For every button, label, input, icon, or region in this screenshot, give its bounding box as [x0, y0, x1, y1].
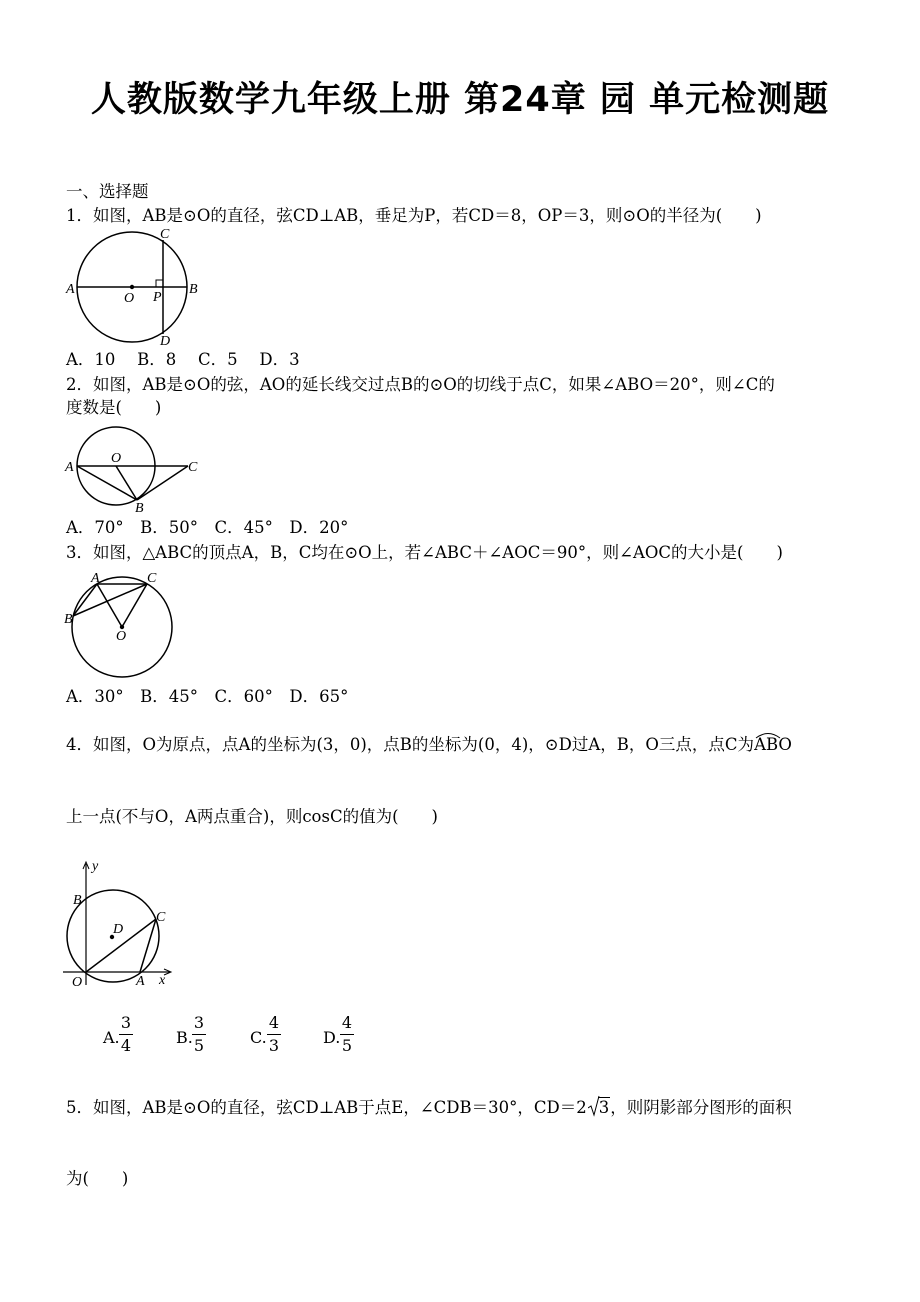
- q2-label-c: C: [188, 460, 198, 475]
- q5-radical-sign: [588, 1095, 600, 1117]
- q1-label-d: D: [160, 334, 171, 348]
- q1-text: 1．如图，AB是⊙O的直径，弦CD⊥AB，垂足为P，若CD＝8，OP＝3，则⊙O的半径为( ): [66, 206, 762, 225]
- q4-label-b: B: [73, 893, 82, 908]
- q4-option-b-num: 3: [193, 1013, 205, 1032]
- q5-text-part1: 5．如图，AB是⊙O的直径，弦CD⊥AB于点E，∠CDB＝30°，CD＝2: [66, 1098, 587, 1117]
- q5-sqrt-arg: 3: [598, 1098, 610, 1117]
- q4-option-c-letter: C.: [250, 1028, 267, 1047]
- q4-option-b-letter: B.: [176, 1028, 193, 1047]
- q5-text-line2: 为( ): [66, 1169, 129, 1188]
- q4-option-c-den: 3: [268, 1036, 280, 1055]
- q1-label-p: P: [153, 290, 162, 305]
- q5-text-line1: [66, 1097, 792, 1119]
- q2-label-b: B: [135, 501, 144, 514]
- q4-text-line1: [66, 734, 792, 756]
- q3-radius-oa: [97, 584, 122, 627]
- q4-option-a-num: 3: [120, 1013, 132, 1032]
- q4-option-b-den: 5: [193, 1036, 205, 1055]
- q2-label-o: O: [111, 451, 122, 466]
- q3-radius-oc: [122, 584, 147, 627]
- q1-options: A．10 B．8 C．5 D．3: [66, 350, 300, 369]
- q2-tangent-bc: [137, 466, 188, 500]
- q3-label-c: C: [147, 571, 157, 586]
- q4-label-o: O: [72, 975, 83, 990]
- q3-label-b: B: [64, 612, 73, 627]
- q4-text-line2: 上一点(不与O，A两点重合)，则cosC的值为( ): [66, 807, 438, 826]
- q5-sqrt: [588, 1097, 611, 1119]
- q2-text-line2: 度数是( ): [66, 398, 162, 417]
- q2-figure: [60, 422, 210, 514]
- q4-label-x: x: [159, 973, 166, 988]
- q1-label-c: C: [160, 227, 170, 242]
- q1-figure: [60, 226, 210, 348]
- q4-option-a-letter: A.: [103, 1028, 120, 1047]
- q5-text-part2: ，则阴影部分图形的面积: [610, 1098, 792, 1117]
- q4-option-d-num: 4: [341, 1013, 353, 1032]
- q4-arc-notation: [754, 735, 792, 754]
- q2-chord-ab: [77, 466, 137, 500]
- q4-option-b-fraction: [192, 1013, 206, 1056]
- q3-label-o: O: [116, 629, 127, 644]
- q3-text: 3．如图，△ABC的顶点A，B，C均在⊙O上，若∠ABC＋∠AOC＝90°，则∠AOC的大小是( ): [66, 543, 783, 562]
- q4-label-d: D: [113, 922, 124, 937]
- q4-text-line1-main: 4．如图，O为原点，点A的坐标为(3，0)，点B的坐标为(0，4)，⊙D过A，B，O三点，点C为: [66, 735, 755, 754]
- q3-options: A．30° B．45° C．60° D．65°: [66, 687, 349, 706]
- q3-figure: [60, 567, 190, 687]
- q1-label-o: O: [124, 291, 135, 306]
- q4-label-c: C: [156, 910, 166, 925]
- q4-option-a-den: 4: [120, 1036, 132, 1055]
- q2-label-a: A: [65, 460, 74, 475]
- q2-text-line1: 2．如图，AB是⊙O的弦，AO的延长线交过点B的⊙O的切线于点C，如果∠ABO＝20°，则∠C的: [66, 375, 775, 394]
- q4-chord-ca: [140, 919, 156, 972]
- q1-label-b: B: [189, 282, 198, 297]
- section-heading: 一、选择题: [66, 182, 149, 201]
- q4-option-c-num: 4: [268, 1013, 280, 1032]
- q1-label-a: A: [66, 282, 75, 297]
- q4-option-a-fraction: [119, 1013, 133, 1056]
- q4-figure: [60, 857, 178, 993]
- page-title: 人教版数学九年级上册 第24章 园 单元检测题: [90, 80, 830, 120]
- q1-right-angle: [156, 280, 163, 287]
- q4-label-y: y: [92, 859, 99, 874]
- q3-label-a: A: [91, 571, 100, 586]
- q4-label-a: A: [136, 974, 145, 989]
- q4-arc-mark: [755, 731, 781, 739]
- q1-center-dot: [130, 285, 134, 289]
- q2-options: A．70° B．50° C．45° D．20°: [66, 518, 349, 537]
- q4-option-d-den: 5: [341, 1036, 353, 1055]
- q4-arc-label: ABO: [754, 735, 792, 754]
- q4-option-c-fraction: [267, 1013, 281, 1056]
- q4-option-d-letter: D.: [323, 1028, 341, 1047]
- q4-option-d-fraction: [340, 1013, 354, 1056]
